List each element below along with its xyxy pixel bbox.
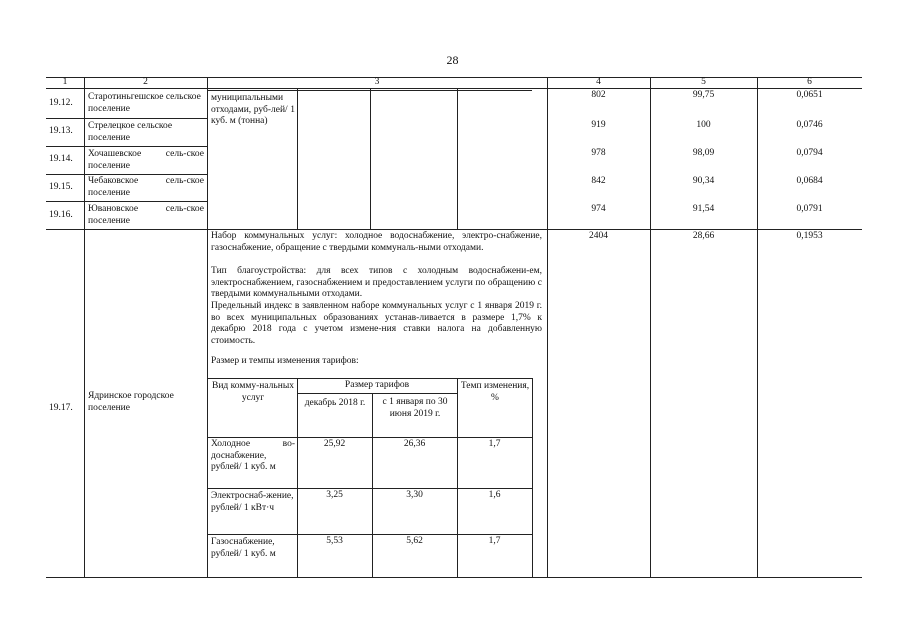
inner-dec-value: 5,53 bbox=[326, 536, 343, 546]
value-col-5: 28,66 bbox=[692, 231, 715, 241]
inner-service-gas: Газоснабжение, рублей/ 1 куб. м bbox=[211, 537, 276, 559]
value-col-5: 98,09 bbox=[692, 148, 715, 158]
tariff-intro: Размер и темпы изменения тарифов: bbox=[211, 356, 359, 366]
value-col-4: 919 bbox=[591, 120, 606, 130]
row-number: 19.17. bbox=[49, 403, 73, 413]
value-col-4: 842 bbox=[591, 176, 606, 186]
page-number: 28 bbox=[446, 53, 459, 67]
settlement-name: Старотиньгешское сельское поселение bbox=[88, 92, 201, 114]
value-col-5: 91,54 bbox=[692, 204, 715, 214]
inner-rate-value: 1,7 bbox=[488, 439, 501, 449]
row-number: 19.14. bbox=[49, 154, 73, 164]
header-col-2: 2 bbox=[143, 77, 148, 87]
inner-dec-value: 3,25 bbox=[326, 490, 343, 500]
header-col-6: 6 bbox=[807, 77, 812, 87]
inner-service-electricity: Электроснаб-жение, рублей/ 1 кВт·ч bbox=[211, 491, 294, 513]
limit-index-paragraph: Предельный индекс в заявленном наборе коммунальных услуг с 1 января 2019 г. во всех муниципальных образованиях устанав-ливается в размере 1,7% к декабрю 2018 года с учетом измене-ния ставки налога на добавленную стоимость. bbox=[211, 301, 542, 346]
settlement-name: Ювановское сель-ское поселение bbox=[88, 204, 204, 226]
value-col-6: 0,0684 bbox=[796, 176, 823, 186]
inner-header-size: Размер тарифов bbox=[344, 380, 410, 390]
inner-jan-value: 5,62 bbox=[406, 536, 423, 546]
value-col-6: 0,0791 bbox=[796, 204, 823, 214]
row-number: 19.12. bbox=[49, 98, 73, 108]
settlement-name: Ядринское городское поселение bbox=[88, 391, 174, 413]
inner-dec-value: 25,92 bbox=[323, 439, 346, 449]
header-col-5: 5 bbox=[701, 77, 706, 87]
inner-header-dec: декабрь 2018 г. bbox=[304, 398, 366, 408]
value-col-5: 99,75 bbox=[692, 90, 715, 100]
value-col-6: 0,0794 bbox=[796, 148, 823, 158]
value-col-4: 974 bbox=[591, 204, 606, 214]
inner-header-jan: с 1 января по 30 июня 2019 г. bbox=[382, 397, 448, 419]
header-col-1: 1 bbox=[62, 77, 68, 87]
settlement-name: Стрелецкое сельское поселение bbox=[88, 121, 173, 143]
value-col-4: 978 bbox=[591, 148, 606, 158]
service-set-paragraph: Набор коммунальных услуг: холодное водоснабжение, электро-снабжение, газоснабжение, обращение с твердыми коммуналь-ными отходами. bbox=[211, 231, 542, 253]
inner-header-rate: Темп изменения, % bbox=[460, 381, 530, 403]
value-col-4: 2404 bbox=[589, 231, 608, 241]
continued-service-text: муниципальными отходами, руб-лей/ 1 куб. м (тонна) bbox=[211, 93, 295, 126]
row-number: 19.13. bbox=[49, 126, 73, 136]
header-col-4: 4 bbox=[596, 77, 601, 87]
value-col-6: 0,0746 bbox=[796, 120, 823, 130]
inner-rate-value: 1,7 bbox=[488, 536, 501, 546]
inner-rate-value: 1,6 bbox=[488, 490, 501, 500]
settlement-name: Хочашевское сель-ское поселение bbox=[88, 149, 204, 171]
value-col-5: 90,34 bbox=[692, 176, 715, 186]
inner-jan-value: 26,36 bbox=[403, 439, 426, 449]
value-col-5: 100 bbox=[696, 120, 711, 130]
row-number: 19.15. bbox=[49, 182, 73, 192]
value-col-6: 0,0651 bbox=[796, 90, 823, 100]
improvement-type-paragraph: Тип благоустройства: для всех типов с холодным водоснабжени-ем, электроснабжением, газоснабжением и предоставлением услуги по обращению с твердыми коммунальными отходами. bbox=[211, 266, 542, 299]
inner-jan-value: 3,30 bbox=[406, 490, 423, 500]
inner-service-water: Холодное во-доснабжение, рублей/ 1 куб. м bbox=[211, 439, 295, 472]
settlement-name: Чебаковское сель-ское поселение bbox=[88, 176, 204, 198]
inner-header-service: Вид комму-нальных услуг bbox=[212, 381, 294, 403]
value-col-4: 802 bbox=[591, 90, 606, 100]
row-number: 19.16. bbox=[49, 210, 73, 220]
header-col-3: 3 bbox=[374, 77, 380, 87]
value-col-6: 0,1953 bbox=[796, 231, 823, 241]
